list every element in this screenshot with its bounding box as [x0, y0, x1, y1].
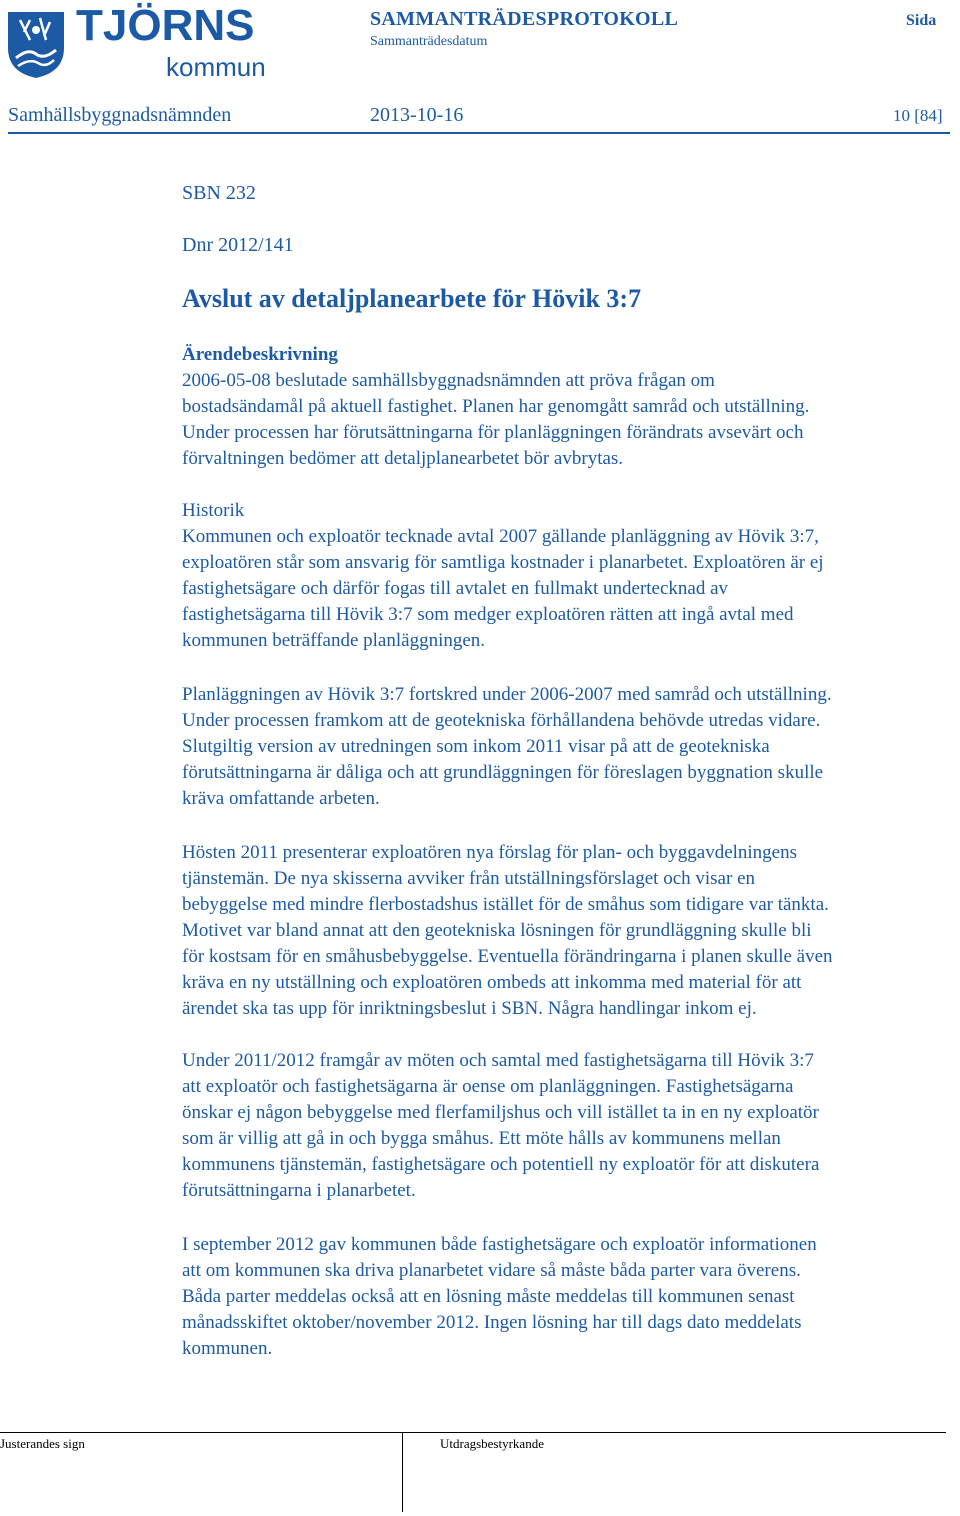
footer-divider: [0, 1432, 946, 1433]
page-number: 10 [84]: [893, 106, 943, 125]
paragraph-september-2012: [182, 1232, 960, 1362]
text-line: månadsskiftet oktober/november 2012. Ingen lösning har till dags dato meddelats: [182, 1312, 802, 1333]
text-line: förutsättningarna i planarbetet.: [182, 1180, 416, 1201]
section-arendebeskrivning: [182, 342, 960, 472]
text-line: kommunens tjänstemän, fastighetsägare och potentiell ny exploatör för att diskutera: [182, 1154, 820, 1175]
board-name: Samhällsbyggnadsnämnden: [8, 104, 232, 126]
text-line: kräva omfattande arbeten.: [182, 788, 380, 809]
logo-name: TJÖRNS: [76, 1, 255, 50]
text-line: Planläggningen av Hövik 3:7 fortskred under 2006-2007 med samråd och utställning.: [182, 684, 832, 705]
case-dnr: Dnr 2012/141: [182, 234, 294, 256]
text-line: bostadsändamål på aktuell fastighet. Planen har genomgått samråd och utställning.: [182, 396, 810, 417]
section-heading: Historik: [182, 500, 245, 521]
coat-of-arms-icon: [6, 10, 66, 80]
header-divider: [8, 132, 950, 134]
meeting-date-label: Sammanträdesdatum: [370, 34, 488, 49]
footer-column-divider: [402, 1432, 403, 1512]
text-line: Slutgiltig version av utredningen som inkom 2011 visar på att de geotekniska: [182, 736, 770, 757]
section-heading: Ärendebeskrivning: [182, 344, 338, 365]
municipality-logo: [6, 1, 268, 82]
text-line: Båda parter meddelas också att en lösning måste meddelas till kommunen senast: [182, 1286, 795, 1307]
paragraph-hosten-2011: [182, 840, 960, 1022]
text-line: för kostsam för en småhusbebyggelse. Eventuella förändringarna i planen skulle även: [182, 946, 833, 967]
text-line: att om kommunen ska driva planarbetet vidare så måste båda parter vara överens.: [182, 1260, 801, 1281]
text-line: förutsättningarna är dåliga och att grundläggningen för föreslagen byggnation skulle: [182, 762, 824, 783]
text-line: önskar ej någon bebyggelse med flerfamiljshus och vill istället ta in en ny exploatör: [182, 1102, 819, 1123]
logo-subtitle: kommun: [166, 52, 266, 82]
text-line: Motivet var bland annat att den geotekniska lösningen för grundläggning skulle bli: [182, 920, 812, 941]
text-line: kommunen beträffande planläggningen.: [182, 630, 486, 651]
text-line: exploatören står som ansvarig för samtliga kostnader i planarbetet. Exploatören är ej: [182, 552, 824, 573]
section-historik: [182, 498, 960, 654]
text-line: fastighetsägare och därför fogas till avtalet en fullmakt undertecknad av: [182, 578, 729, 599]
text-line: Hösten 2011 presenterar exploatören nya förslag för plan- och byggavdelningens: [182, 842, 798, 863]
text-line: Under 2011/2012 framgår av möten och samtal med fastighetsägarna till Hövik 3:7: [182, 1050, 814, 1071]
footer-sign-label: Justerandes sign: [0, 1436, 85, 1451]
text-line: 2006-05-08 beslutade samhällsbyggnadsnämnden att pröva frågan om: [182, 370, 715, 391]
text-line: att exploatör och fastighetsägarna är oense om planläggningen. Fastighetsägarna: [182, 1076, 794, 1097]
paragraph-geoteknik: [182, 682, 960, 812]
text-line: Under processen har förutsättningarna för planläggningen förändrats avsevärt och: [182, 422, 804, 443]
case-title: Avslut av detaljplanearbete för Hövik 3:7: [182, 284, 642, 313]
footer-certify-label: Utdragsbestyrkande: [440, 1436, 544, 1451]
text-line: Kommunen och exploatör tecknade avtal 2007 gällande planläggning av Hövik 3:7,: [182, 526, 819, 547]
meeting-date: 2013-10-16: [370, 104, 464, 126]
text-line: tjänstemän. De nya skisserna avviker från utställningsförslaget och visar en: [182, 868, 755, 889]
text-line: fastighetsägarna till Hövik 3:7 som medger exploatören rätten att ingå avtal med: [182, 604, 794, 625]
text-line: som är villig att gå in och bygga småhus. Ett möte hålls av kommunens mellan: [182, 1128, 781, 1149]
text-line: ärendet ska tas upp för inriktningsbeslut i SBN. Några handlingar inkom ej.: [182, 998, 757, 1019]
text-line: I september 2012 gav kommunen både fastighetsägare och exploatör informationen: [182, 1234, 817, 1255]
page-label: Sida: [906, 12, 937, 29]
paragraph-2011-2012: [182, 1048, 960, 1204]
text-line: förvaltningen bedömer att detaljplanearbetet bör avbrytas.: [182, 448, 624, 469]
text-line: bebyggelse med mindre flerbostadshus istället för de småhus som tidigare var tänkta.: [182, 894, 829, 915]
text-line: kräva en ny utställning och exploatören ombeds att inkomma med material för att: [182, 972, 802, 993]
document-type: SAMMANTRÄDESPROTOKOLL: [370, 8, 679, 30]
text-line: kommunen.: [182, 1338, 273, 1359]
text-line: Under processen framkom att de geotekniska förhållandena behövde utredas vidare.: [182, 710, 821, 731]
case-sbn: SBN 232: [182, 182, 256, 204]
